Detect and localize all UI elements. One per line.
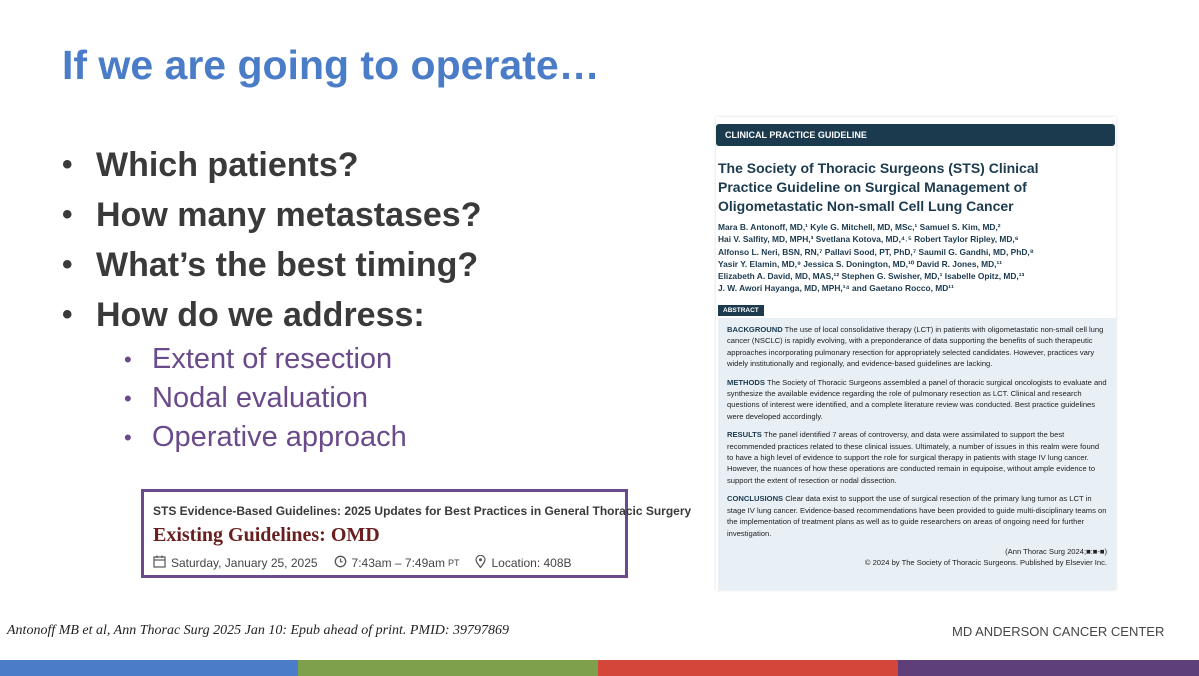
paper-category: CLINICAL PRACTICE GUIDELINE — [716, 124, 1115, 146]
bullet-item — [62, 290, 482, 340]
sub-bullet-item — [118, 379, 482, 418]
author-line: Alfonso L. Neri, BSN, RN,⁷ Pallavi Sood, PT, PhD,⁷ Saumil G. Gandhi, MD, PhD,⁸ — [718, 246, 1034, 257]
footer-stripe-blue — [0, 660, 298, 676]
session-meta — [153, 555, 572, 571]
paper-authors — [718, 221, 1108, 295]
sub-bullet-item — [118, 418, 482, 457]
session-location: Location: 408B — [491, 556, 572, 570]
author-line: J. W. Awori Hayanga, MD, MPH,¹⁴ and Gaetano Rocco, MD¹¹ — [718, 283, 954, 294]
abstract-conclusions: CONCLUSIONS Clear data exist to support the use of surgical resection of the primary lung tumor as LCT in stage IV lung cancer. Evidence-based recommendations have been provided to guide multi-disciplinary teams on the implementation of treatment plans as well as to guide researchers on areas of ongoing need for further investigation. — [727, 494, 1107, 538]
session-date: Saturday, January 25, 2025 — [171, 556, 318, 570]
session-callout — [141, 489, 692, 578]
footer-stripe-purple — [898, 660, 1199, 676]
paper-excerpt — [716, 117, 1116, 590]
author-line: Mara B. Antonoff, MD,¹ Kyle G. Mitchell, MD, MSc,¹ Samuel S. Kim, MD,² — [718, 222, 1001, 232]
paper-citation: (Ann Thorac Surg 2024;■:■-■) — [1005, 546, 1107, 556]
author-line: Yasir Y. Elamin, MD,⁹ Jessica S. Donington, MD,¹⁰ David R. Jones, MD,¹¹ — [718, 258, 1003, 269]
paper-copyright: © 2024 by The Society of Thoracic Surgeons. Published by Elsevier Inc. — [864, 558, 1107, 568]
bullet-item — [62, 240, 482, 290]
sub-bullet-text: Extent of resection — [152, 343, 393, 375]
bullet-item — [62, 140, 482, 190]
sub-bullet-text: Operative approach — [152, 421, 407, 453]
session-title: Existing Guidelines: OMD — [153, 524, 380, 546]
bullet-text: How do we address: — [96, 296, 425, 334]
sub-bullet-dot: • — [124, 347, 132, 372]
author-line: Elizabeth A. David, MD, MAS,¹² Stephen G. Swisher, MD,¹ Isabelle Opitz, MD,¹³ — [718, 271, 1025, 282]
bullet-text: Which patients? — [96, 146, 359, 184]
bullet-text: What’s the best timing? — [96, 246, 479, 284]
session-timezone: PT — [447, 558, 460, 568]
abstract-box — [718, 318, 1116, 590]
bullet-list — [62, 140, 482, 457]
author-line: Hai V. Salfity, MD, MPH,³ Svetlana Kotova, MD,⁴˒⁵ Robert Taylor Ripley, MD,⁶ — [718, 234, 1019, 245]
bullet-dot: • — [62, 148, 73, 181]
bullet-text: How many metastases? — [96, 196, 482, 234]
footer-stripe-green — [298, 660, 598, 676]
abstract-background: BACKGROUND The use of local consolidative therapy (LCT) in patients with oligometastatic non-small cell lung cancer (NSCLC) is rapidly evolving, with a preponderance of data supporting the benefits of such therapeutic approaches incorporating pulmonary resection for appropriately selected candidates. However, practices vary widely institutionally and regionally, and evidence-based guidelines are lacking. — [727, 325, 1104, 369]
sub-bullet-list — [62, 340, 482, 457]
sub-bullet-dot: • — [124, 386, 132, 411]
bullet-item — [62, 190, 482, 240]
clock-icon — [334, 555, 347, 571]
location-pin-icon — [475, 555, 486, 571]
abstract-label: ABSTRACT — [718, 305, 764, 316]
calendar-icon — [153, 555, 166, 571]
abstract-results: RESULTS The panel identified 7 areas of controversy, and data were assimilated to support the best recommended practices related to these clinical issues. Ultimately, a number of issues in this realm were found to have a high level of evidence to support the role for surgical therapy in patients with stage IV lung cancer. However, the nuances of how these operations are conducted remain in equipoise, without ample evidence to support the extent of resection or nodal dissection. — [727, 430, 1100, 485]
session-time: 7:43am – 7:49am — [351, 556, 445, 570]
bullet-dot: • — [62, 248, 73, 281]
sub-bullet-text: Nodal evaluation — [152, 382, 369, 414]
session-header: STS Evidence-Based Guidelines: 2025 Updates for Best Practices in General Thoracic Surgery — [153, 504, 692, 518]
slide-title: If we are going to operate… — [62, 42, 600, 88]
footer-stripe-red — [598, 660, 898, 676]
bullet-dot: • — [62, 198, 73, 231]
bullet-dot: • — [62, 298, 73, 331]
paper-title: The Society of Thoracic Surgeons (STS) Clinical Practice Guideline on Surgical Management of Oligometastatic Non-small Cell Lung Cancer — [718, 160, 1039, 214]
sub-bullet-dot: • — [124, 425, 132, 450]
institution-name: MD ANDERSON CANCER CENTER — [952, 624, 1165, 639]
reference-footnote: Antonoff MB et al, Ann Thorac Surg 2025 Jan 10: Epub ahead of print. PMID: 39797869 — [7, 623, 510, 638]
abstract-methods: METHODS The Society of Thoracic Surgeons assembled a panel of thoracic surgical oncologists to evaluate and synthesize the available evidence regarding the role of pulmonary resection as LCT. Clinical and research questions of interest were identified, and a complete literature review was conducted. Best practice guidelines were developed accordingly. — [727, 377, 1107, 421]
sub-bullet-item — [118, 340, 482, 379]
